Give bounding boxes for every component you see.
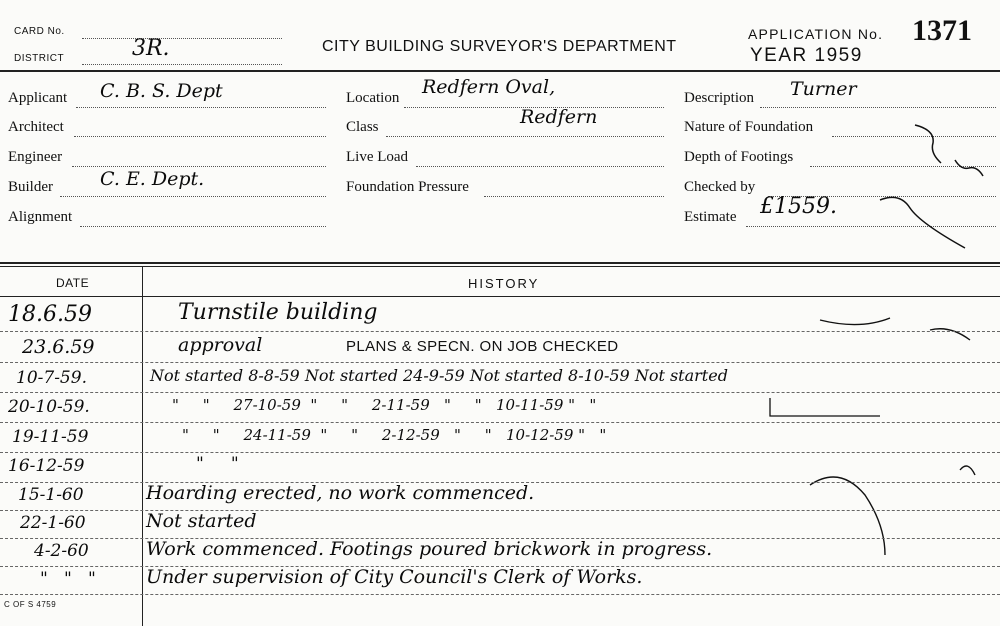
row-entry: Work commenced. Footings poured brickwork in progress. [146,538,713,560]
alignment-label: Alignment [8,209,73,225]
estimate-label: Estimate [684,209,737,225]
applicant-value: C. B. S. Dept [100,80,223,102]
job-checked-stamp: PLANS & SPECN. ON JOB CHECKED [346,338,619,355]
row-rule [0,362,1000,363]
date-column-divider [142,266,143,626]
row-entry: Turnstile building [178,300,378,325]
builder-value: C. E. Dept. [100,168,205,190]
year-label: YEAR 1959 [750,45,863,66]
row-entry: " " [196,454,239,474]
row-date: 10-7-59. [16,368,87,388]
history-top-rule [0,262,1000,264]
live-load-label: Live Load [346,149,409,165]
row-rule [0,392,1000,393]
builder-label: Builder [8,179,53,195]
row-entry: Not started [146,510,257,532]
row-date: 15-1-60 [18,485,84,505]
history-header: HISTORY [468,276,540,291]
applicant-label: Applicant [8,90,68,106]
application-label: APPLICATION No. [748,26,884,42]
application-number: 1371 [912,14,972,47]
row-rule [0,452,1000,453]
row-entry: approval [178,334,263,356]
row-rule [0,331,1000,332]
class-label: Class [346,119,379,135]
date-header: DATE [56,276,90,290]
row-date: 22-1-60 [20,513,86,533]
district-value: 3R. [132,36,170,61]
location-label: Location [346,90,400,106]
location-value-2: Redfern [520,106,598,128]
district-label: DISTRICT [14,53,65,64]
location-value-1: Redfern Oval, [422,76,556,98]
architect-label: Architect [8,119,64,135]
form-code: C OF S 4759 [4,600,57,609]
row-rule [0,594,1000,595]
row-entry: " " 24-11-59 " " 2-12-59 " " 10-12-59 " " [182,426,607,444]
row-rule [0,422,1000,423]
engineer-label: Engineer [8,149,63,165]
checked-by-label: Checked by [684,179,756,195]
department-title: CITY BUILDING SURVEYOR'S DEPARTMENT [322,38,677,55]
row-date: 23.6.59 [22,336,95,358]
estimate-value: £1559. [760,194,837,219]
history-top-rule-2 [0,266,1000,267]
row-date: " " " [40,569,96,589]
row-entry: Under supervision of City Council's Clerk of Works. [146,566,643,588]
depth-of-footings-label: Depth of Footings [684,149,794,165]
row-date: 18.6.59 [8,302,92,327]
row-date: 20-10-59. [8,397,90,417]
row-entry: Hoarding erected, no work commenced. [146,482,535,504]
row-entry: Not started 8-8-59 Not started 24-9-59 Not started 8-10-59 Not started [150,366,728,385]
history-header-rule [0,296,1000,297]
description-value: Turner [790,78,857,100]
foundation-pressure-label: Foundation Pressure [346,179,469,195]
row-date: 4-2-60 [34,541,89,561]
row-date: 16-12-59 [8,456,85,476]
nature-of-foundation-label: Nature of Foundation [684,119,814,135]
description-label: Description [684,90,754,106]
card-no-label: CARD No. [14,26,65,37]
row-date: 19-11-59 [12,427,89,447]
row-entry: " " 27-10-59 " " 2-11-59 " " 10-11-59 " " [172,396,597,414]
